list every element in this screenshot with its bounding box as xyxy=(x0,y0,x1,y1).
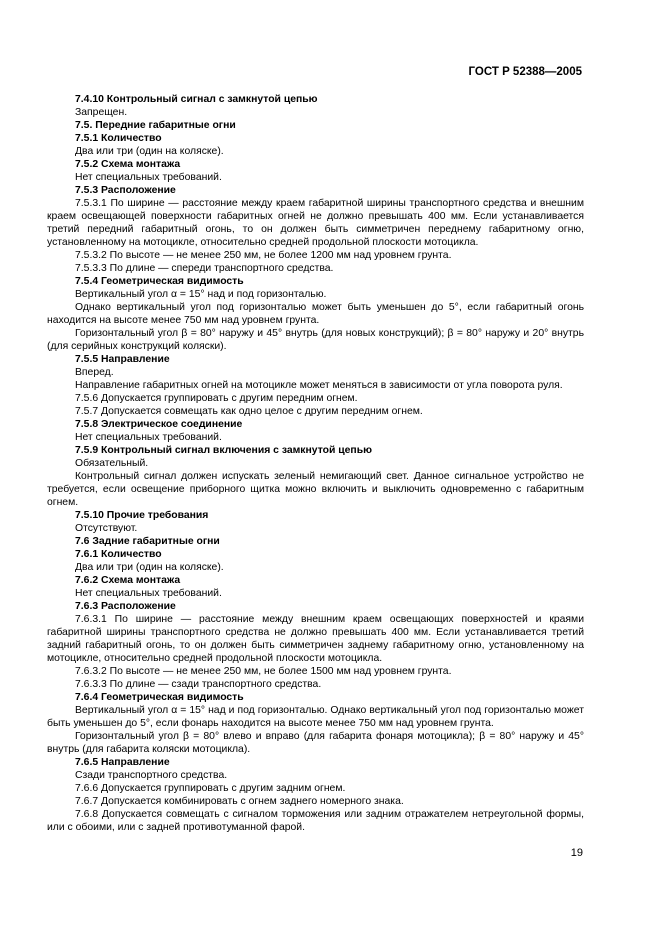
paragraph: 7.5.7 Допускается совмещать как одно целое с другим передним огнем. xyxy=(75,406,423,417)
paragraph: 7.5.3.3 По длине — спереди транспортного средства. xyxy=(75,263,334,274)
page-number: 19 xyxy=(570,847,583,859)
section-heading: 7.6.5 Направление xyxy=(75,757,170,768)
section-heading: 7.6.1 Количество xyxy=(75,549,162,560)
paragraph: Нет специальных требований. xyxy=(75,432,222,443)
section-heading: 7.6.3 Расположение xyxy=(75,601,176,612)
paragraph: 7.5.6 Допускается группировать с другим передним огнем. xyxy=(75,393,358,404)
paragraph: 7.6.3.3 По длине — сзади транспортного средства. xyxy=(75,679,322,690)
section-heading: 7.5.5 Направление xyxy=(75,354,170,365)
paragraph: Контрольный сигнал должен испускать зеленый немигающий свет. Данное сигнальное устройство не требуется, если освещение приборного щитка можно включить и выключить одновременно с габаритным огнем. xyxy=(47,471,584,508)
paragraph: Отсутствуют. xyxy=(75,523,138,534)
paragraph: 7.6.6 Допускается группировать с другим задним огнем. xyxy=(75,783,346,794)
paragraph: Вертикальный угол α = 15° над и под горизонталью. xyxy=(75,289,327,300)
paragraph: Нет специальных требований. xyxy=(75,588,222,599)
paragraph: Обязательный. xyxy=(75,458,149,469)
section-heading: 7.5.3 Расположение xyxy=(75,185,176,196)
paragraph: 7.5.3.1 По ширине — расстояние между краем габаритной ширины транспортного средства и внешним краем освещающей поверхности габаритных огней не должно превышать 400 мм. Если устанавливается третий передний габаритный огонь, то он должен быть симметричен переднему габаритному огню, установленному на мотоцикле, относительно средней продольной плоскости мотоцикла. xyxy=(47,198,584,248)
paragraph: Два или три (один на коляске). xyxy=(75,146,224,157)
paragraph: Запрещен. xyxy=(75,107,128,118)
paragraph: Однако вертикальный угол под горизонталью может быть уменьшен до 5°, если габаритный огонь находится на высоте менее 750 мм над уровнем грунта. xyxy=(47,302,584,326)
section-heading: 7.5.9 Контрольный сигнал включения с замкнутой цепью xyxy=(75,445,372,456)
section-heading: 7.6 Задние габаритные огни xyxy=(75,536,220,547)
paragraph: Горизонтальный угол β = 80° влево и вправо (для габарита фонаря мотоцикла); β = 80° наружу и 45° внутрь (для габарита коляски мотоцикла). xyxy=(47,731,584,755)
section-heading: 7.5.10 Прочие требования xyxy=(75,510,209,521)
section-heading: 7.6.2 Схема монтажа xyxy=(75,575,181,586)
paragraph: 7.6.3.2 По высоте — не менее 250 мм, не более 1500 мм над уровнем грунта. xyxy=(75,666,452,677)
section-heading: 7.5.8 Электрическое соединение xyxy=(75,419,243,430)
section-heading: 7.5.4 Геометрическая видимость xyxy=(75,276,244,287)
document-header: ГОСТ Р 52388—2005 xyxy=(468,66,582,78)
section-heading: 7.5.2 Схема монтажа xyxy=(75,159,181,170)
document-body xyxy=(47,93,584,834)
section-heading: 7.6.4 Геометрическая видимость xyxy=(75,692,244,703)
section-heading: 7.4.10 Контрольный сигнал с замкнутой цепью xyxy=(75,94,318,105)
paragraph: Вперед. xyxy=(75,367,114,378)
paragraph: Вертикальный угол α = 15° над и под горизонталью. Однако вертикальный угол под горизонталью может быть уменьшен до 5°, если фонарь находится на высоте менее 750 мм над уровнем грунта. xyxy=(47,705,584,729)
section-heading: 7.5. Передние габаритные огни xyxy=(75,120,236,131)
section-heading: 7.5.1 Количество xyxy=(75,133,162,144)
paragraph: Горизонтальный угол β = 80° наружу и 45° внутрь (для новых конструкций); β = 80° наружу и 20° внутрь (для серийных конструкций коляски). xyxy=(47,328,584,352)
paragraph: Нет специальных требований. xyxy=(75,172,222,183)
paragraph: Направление габаритных огней на мотоцикле может меняться в зависимости от угла поворота руля. xyxy=(75,380,563,391)
paragraph: 7.6.3.1 По ширине — расстояние между внешним краем освещающих поверхностей и краями габаритной ширины транспортного средства не должно превышать 400 мм. Если устанавливается третий задний габаритный огонь, то он должен быть симметричен заднему габаритному огню, установленному на мотоцикле, относительно средней продольной плоскости мотоцикла. xyxy=(47,614,584,664)
paragraph: 7.6.8 Допускается совмещать с сигналом торможения или задним отражателем нетреугольной формы, или с обоими, или с задней противотуманной фарой. xyxy=(47,809,584,833)
paragraph: 7.6.7 Допускается комбинировать с огнем заднего номерного знака. xyxy=(75,796,404,807)
paragraph: 7.5.3.2 По высоте — не менее 250 мм, не более 1200 мм над уровнем грунта. xyxy=(75,250,452,261)
paragraph: Сзади транспортного средства. xyxy=(75,770,228,781)
paragraph: Два или три (один на коляске). xyxy=(75,562,224,573)
